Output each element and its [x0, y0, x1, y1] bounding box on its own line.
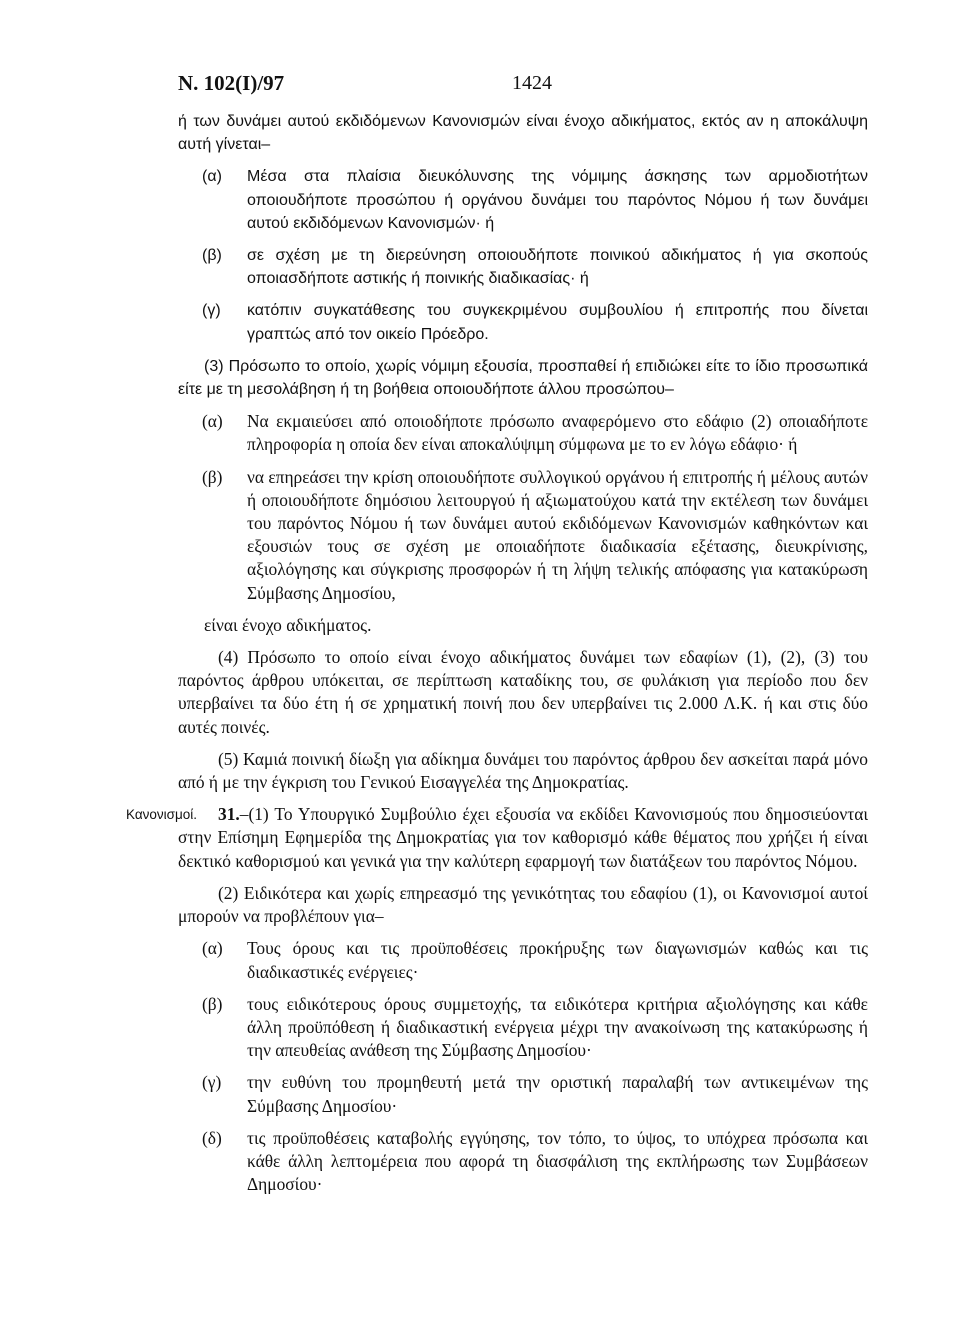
section-top-intro: ή των δυνάμει αυτού εκδιδόμενων Κανονισμών είναι ένοχο αδικήματος, εκτός αν η αποκάλυψη αυτή γίνεται– [178, 113, 868, 154]
item-label: (α) [202, 411, 223, 432]
item-text: τους ειδικότερους όρους συμμετοχής, τα ειδικότερα κριτήρια αξιολόγησης και κάθε άλλη προϋπόθεση ή διαδικαστική ενέργεια μέχρι την ανακοίνωση της κατακύρωσης ή την απευθείας ανάθεση της Σύμβασης Δημοσίου· [247, 993, 868, 1061]
law-number: Ν. 102(Ι)/97 [178, 71, 285, 95]
list-item [0, 937, 868, 983]
item-label: (α) [202, 168, 222, 186]
item-text: Να εκμαιεύσει από οποιοδήποτε πρόσωπο αναφερόμενο στο εδάφιο (2) οποιαδήποτε πληροφορία η οποία δεν είναι αποκαλύψιμη σύμφωνα με το εν λόγω εδάφιο· ή [247, 411, 868, 455]
section-3-closing: είναι ένοχο αδικήματος. [204, 614, 372, 635]
item-label: (γ) [202, 1072, 222, 1093]
section-top [0, 110, 960, 401]
item-label: (β) [202, 466, 223, 487]
item-text: τις προϋποθέσεις καταβολής εγγύησης, τον τόπο, το ύψος, το υπόχρεα πρόσωπα και κάθε άλλη λεπτομέρεια που αφορά τη διασφάλιση της εκπλήρωσης των Συμβάσεων Δημοσίου· [247, 1127, 868, 1195]
item-label: (γ) [202, 302, 221, 320]
section-5: (5) Καμιά ποινική δίωξη για αδίκημα δυνάμει του παρόντος άρθρου δεν ασκείται παρά μόνο από ή με την έγκριση του Γενικού Εισαγγελέα της Δημοκρατίας. [178, 748, 868, 793]
article-number: 31. [218, 804, 240, 825]
item-text: Μέσα στα πλαίσια διευκόλυνσης της νόμιμης άσκησης των αρμοδιοτήτων οποιουδήποτε προσώπου ή οργάνου δυνάμει του παρόντος Νόμου ή των δυνάμει αυτού εκδιδόμενων Κανονισμών· ή [247, 168, 868, 232]
list-item [0, 299, 868, 345]
item-text: κατόπιν συγκατάθεσης του συγκεκριμένου συμβουλίου ή επιτροπής που δίνεται γραπτώς από τον οικείο Πρόεδρο. [247, 302, 868, 343]
margin-note: Κανονισμοί. [126, 807, 198, 823]
list-item [0, 466, 868, 605]
section-3-intro: (3) Πρόσωπο το οποίο, χωρίς νόμιμη εξουσία, προσπαθεί ή επιδιώκει είτε το ίδιο προσωπικά είτε με τη μεσολάβηση ή τη βοήθεια οποιουδήποτε άλλου προσώπου– [178, 357, 868, 399]
item-text: την ευθύνη του προμηθευτή μετά την οριστική παραλαβή των αντικειμένων της Σύμβασης Δημοσίου· [247, 1072, 868, 1116]
item-text: Τους όρους και τις προϋποθέσεις προκήρυξης των διαγωνισμών καθώς και τις διαδικαστικές ενέργειες· [247, 938, 868, 982]
item-label: (α) [202, 938, 223, 959]
item-label: (δ) [202, 1127, 222, 1148]
section-4: (4) Πρόσωπο το οποίο είναι ένοχο αδικήματος δυνάμει των εδαφίων (1), (2), (3) του παρόντος άρθρου υπόκειται, σε περίπτωση καταδίκης του, σε φυλάκιση για περίοδο που δεν υπερβαίνει τα δύο έτη ή σε χρηματική ποινή που δεν υπερβαίνει τις 2.000 Λ.Κ. ή και στις δύο αυτές ποινές. [178, 647, 868, 737]
list-item [0, 1127, 868, 1197]
item-text: σε σχέση με τη διερεύνηση οποιουδήποτε ποινικού αδικήματος ή για σκοπούς οποιασδήποτε αστικής ή ποινικής διαδικασίας· ή [247, 247, 868, 288]
list-item [0, 993, 868, 1063]
list-item [0, 165, 868, 235]
article-31-para-1 [0, 803, 868, 873]
section-serif [0, 410, 960, 1196]
list-item [0, 244, 868, 290]
list-item [0, 1071, 868, 1117]
article-31-text: –(1) Το Υπουργικό Συμβούλιο έχει εξουσία να εκδίδει Κανονισμούς που δημοσιεύονται στην Επίσημη Εφημερίδα της Δημοκρατίας για τον καθορισμό κάθε θέματος που χρήζει ή είναι δεκτικό καθορισμού και γενικά για την καλύτερη εφαρμογή των διατάξεων του παρόντος Νόμου. [178, 804, 868, 871]
item-label: (β) [202, 993, 223, 1014]
item-label: (β) [202, 247, 222, 265]
article-31-para-2: (2) Ειδικότερα και χωρίς επηρεασμό της γενικότητας του εδαφίου (1), οι Κανονισμοί αυτοί μπορούν να προβλέπουν για– [178, 882, 868, 927]
item-text: να επηρεάσει την κρίση οποιουδήποτε συλλογικού οργάνου ή επιτροπής ή μέλους αυτών ή οποιουδήποτε δημόσιου λειτουργού ή αξιωματούχου κατά την εκτέλεση των δυνάμει του παρόντος Νόμου ή των δυνάμει αυτού εκδιδόμενων Κανονισμών καθηκόντων και εξουσιών τους σε σχέση με οποιαδήποτε διαδικασία εξέτασης, διευκρίνισης, αξιολόγησης και σύγκρισης προσφορών ή τη λήψη τελικής απόφασης για κατακύρωση Σύμβασης Δημοσίου, [247, 466, 868, 603]
page-number: 1424 [512, 72, 552, 94]
page-body [0, 110, 960, 1205]
list-item [0, 410, 868, 456]
